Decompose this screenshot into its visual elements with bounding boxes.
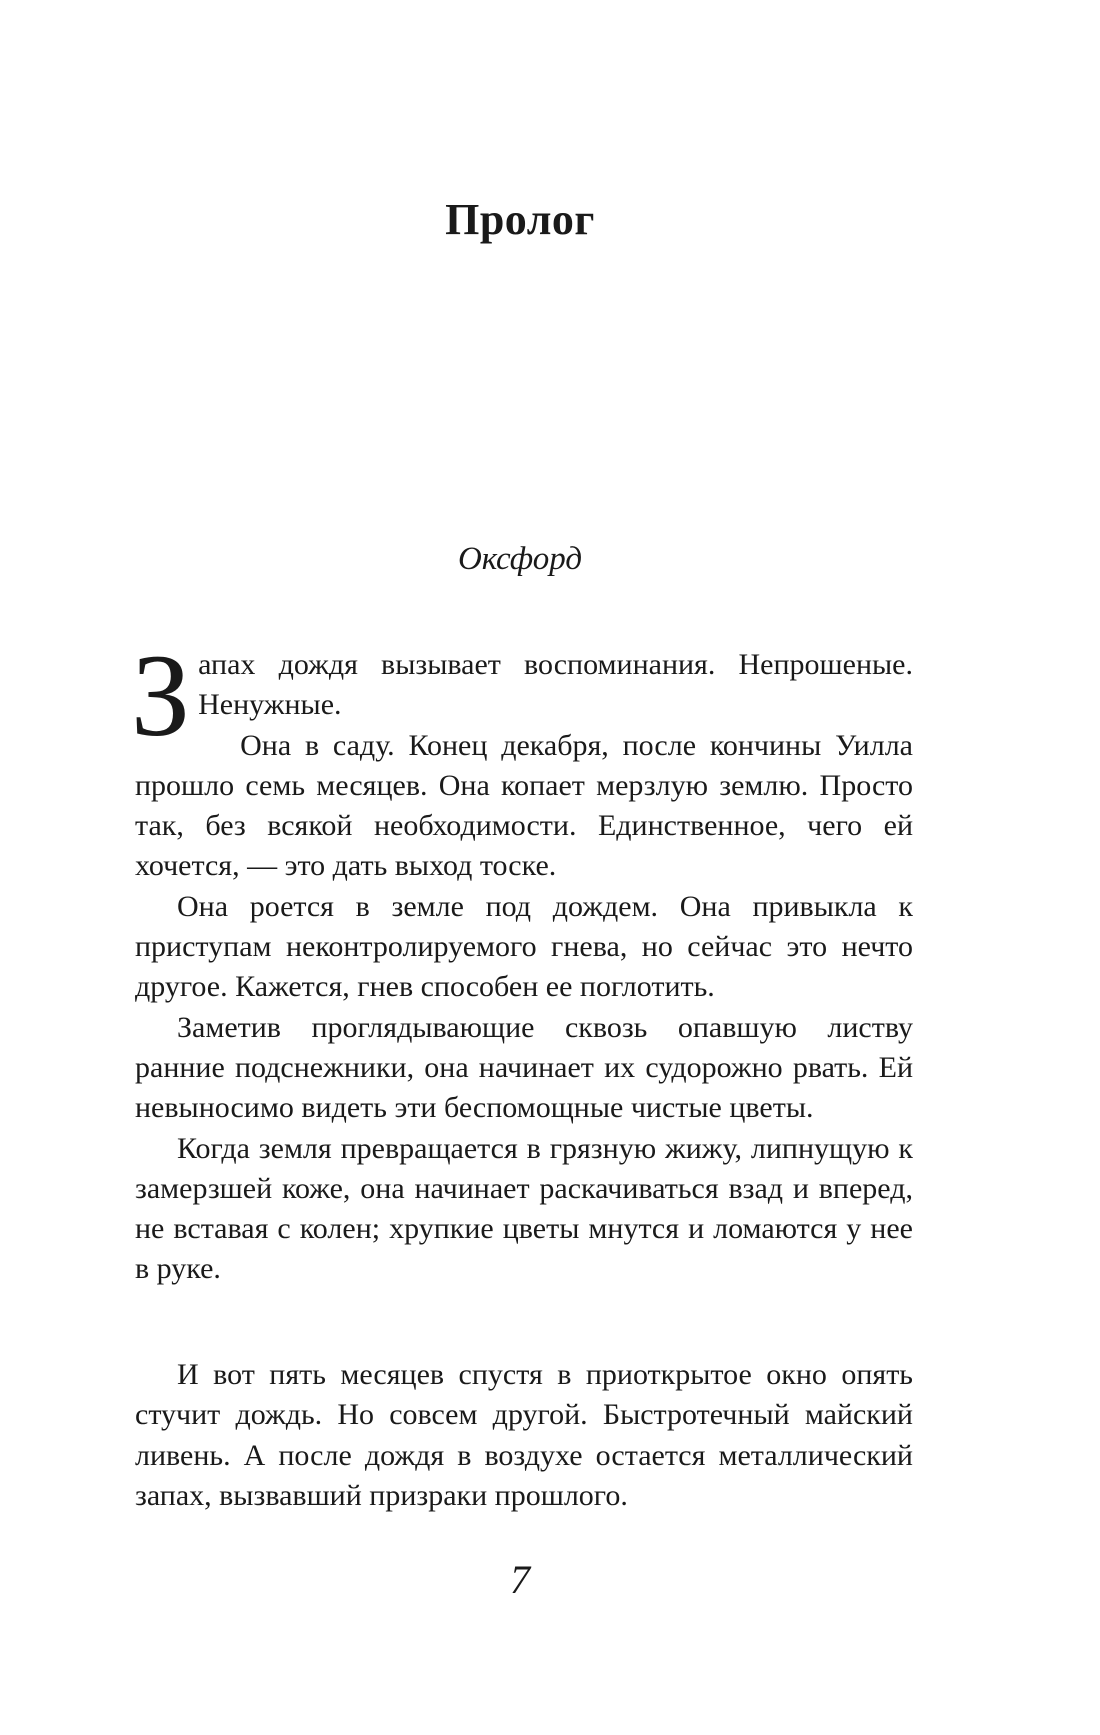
first-paragraph-text: апах дождя вызывает воспоминания. Непрошеные. Ненужные. [198, 648, 913, 722]
paragraph: Она в саду. Конец декабря, после кончины Уилла прошло семь месяцев. Она копает мерзлую землю. Просто так, без всякой необходимости. Единственное, чего ей хочется, — это дать выход тоске. [135, 728, 913, 883]
main-text [131, 630, 913, 1290]
text-after-break [135, 1355, 913, 1516]
paragraph: Когда земля превращается в грязную жижу, липнущую к замерзшей коже, она начинает раскачиваться взад и вперед, не вставая с колен; хрупкие цветы мнутся и ломаются у нее в руке. [135, 1131, 913, 1286]
drop-cap: З [131, 630, 191, 761]
page-number: 7 [510, 1557, 530, 1602]
chapter-title: Пролог [445, 195, 595, 244]
paragraph: Она роется в земле под дождем. Она привыкла к приступам неконтролируемого гнева, но сейчас это нечто другое. Кажется, гнев способен ее поглотить. [135, 889, 913, 1004]
place-subtitle: Оксфорд [457, 541, 583, 577]
paragraph: И вот пять месяцев спустя в приоткрытое окно опять стучит дождь. Но совсем другой. Быстротечный майский ливень. А после дождя в воздухе остается металлический запах, вызвавший призраки прошлого. [135, 1358, 913, 1512]
first-paragraph [131, 630, 913, 761]
paragraph: Заметив проглядывающие сквозь опавшую листву ранние подснежники, она начинает их судорожно рвать. Ей невыносимо видеть эти беспомощные чистые цветы. [135, 1010, 913, 1125]
